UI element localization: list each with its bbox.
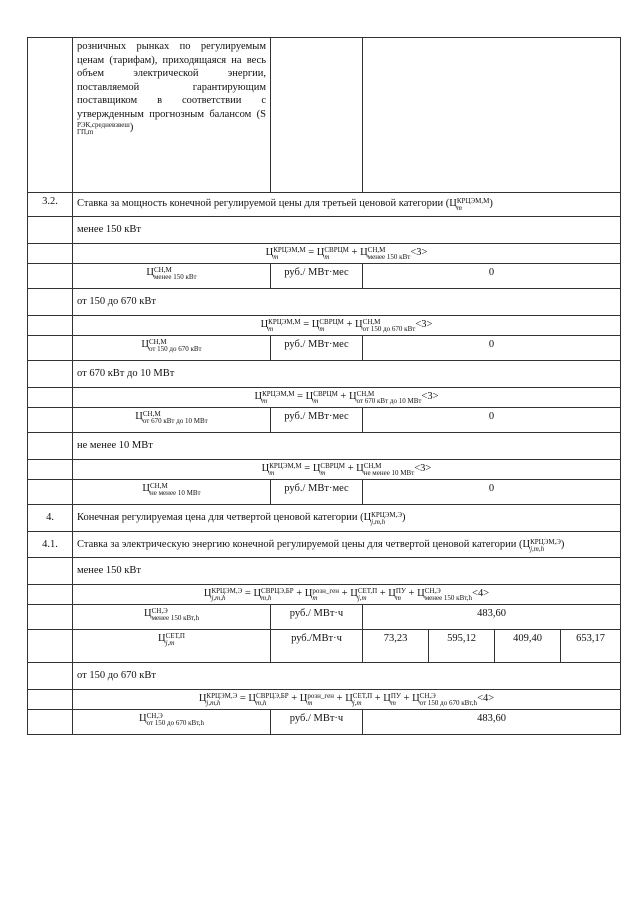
variable-cell: Ц СН,Э от 150 до 670 кВт,h bbox=[73, 710, 271, 735]
value-row bbox=[28, 408, 621, 433]
group-label: от 150 до 670 кВт bbox=[73, 289, 621, 316]
value-cell: 73,23 bbox=[363, 630, 429, 663]
intro-text-cell: розничных рынках по регулируемым ценам (тарифам), приходящаяся на весь объем электрической энергии, поставляемой гарантирующим поставщиком в соответствии с утвержденным прогнозным балансом (S РЭК,средневзвеш ГП,m ) bbox=[73, 38, 271, 193]
group-label: не менее 10 МВт bbox=[73, 433, 621, 460]
value-cell: 0 bbox=[363, 336, 621, 361]
value-cell: 653,17 bbox=[561, 630, 621, 663]
formula: Ц КРЦЭМ,М m = Ц СВРЦМ m + Ц СН,М не менее 10 МВт <3> bbox=[73, 460, 621, 480]
unit-cell: руб./МВт·ч bbox=[271, 630, 363, 663]
value-cell: 0 bbox=[363, 408, 621, 433]
group-label: менее 150 кВт bbox=[73, 558, 621, 585]
value-row bbox=[28, 480, 621, 505]
group-label-row bbox=[28, 663, 621, 690]
unit-cell: руб./ МВт·ч bbox=[271, 710, 363, 735]
value-row bbox=[28, 336, 621, 361]
group-label-row bbox=[28, 217, 621, 244]
intro-text: розничных рынках по регулируемым ценам (тарифам), приходящаяся на весь объем электрической энергии, поставляемой гарантирующим поставщиком в соответствии с утвержденным прогнозным балансом (S bbox=[77, 41, 266, 120]
intro-index: РЭК,средневзвеш ГП,m bbox=[77, 121, 130, 136]
unit-cell: руб./ МВт·мес bbox=[271, 336, 363, 361]
formula: Ц КРЦЭМ,Э j,m,h = Ц СВРЦЭ,БР m,h + Ц розн_ген m + Ц СЕТ,П j,m + Ц ПУ m + Ц СН,Э от 150 до 670 кВт,h <4> bbox=[73, 690, 621, 710]
formula: Ц КРЦЭМ,М m = Ц СВРЦМ m + Ц СН,М от 670 кВт до 10 МВт <3> bbox=[73, 388, 621, 408]
section-title: Ставка за мощность конечной регулируемой цены для третьей ценовой категории (Ц КРЦЭМ,М m ) bbox=[73, 193, 621, 217]
formula: Ц КРЦЭМ,М m = Ц СВРЦМ m + Ц СН,М от 150 до 670 кВт <3> bbox=[73, 316, 621, 336]
variable-cell: Ц СН,М от 670 кВт до 10 МВт bbox=[73, 408, 271, 433]
formula-row bbox=[28, 316, 621, 336]
group-label-row bbox=[28, 361, 621, 388]
section-number: 4.1. bbox=[28, 532, 73, 558]
variable-cell: Ц СН,М от 150 до 670 кВт bbox=[73, 336, 271, 361]
group-label: от 670 кВт до 10 МВт bbox=[73, 361, 621, 388]
formula-row bbox=[28, 460, 621, 480]
formula: Ц КРЦЭМ,Э j,m,h = Ц СВРЦЭ,БР m,h + Ц розн_ген m + Ц СЕТ,П j,m + Ц ПУ m + Ц СН,Э менее 150 кВт,h <4> bbox=[73, 585, 621, 605]
unit-cell: руб./ МВт·мес bbox=[271, 264, 363, 289]
value-row bbox=[28, 605, 621, 630]
formula: Ц КРЦЭМ,М m = Ц СВРЦМ m + Ц СН,М менее 150 кВт <3> bbox=[73, 244, 621, 264]
intro-row bbox=[28, 38, 621, 193]
intro-value-cell bbox=[363, 38, 621, 193]
value-cell: 595,12 bbox=[429, 630, 495, 663]
section-title: Ставка за электрическую энергию конечной регулируемой цены для четвертой ценовой категории (Ц КРЦЭМ,Э j,m,h ) bbox=[73, 532, 621, 558]
section-3-2-groups bbox=[28, 217, 621, 505]
value-cell: 409,40 bbox=[495, 630, 561, 663]
section-3-2-row bbox=[28, 193, 621, 217]
section-number: 3.2. bbox=[28, 193, 73, 217]
document-page bbox=[27, 37, 620, 735]
value-row bbox=[28, 710, 621, 735]
unit-cell: руб./ МВт·мес bbox=[271, 408, 363, 433]
variable-cell: Ц СЕТ,П j,m bbox=[73, 630, 271, 663]
group-label-row bbox=[28, 433, 621, 460]
variable-cell: Ц СН,М менее 150 кВт bbox=[73, 264, 271, 289]
value-cell: 483,60 bbox=[363, 710, 621, 735]
group-label-row bbox=[28, 558, 621, 585]
formula-row bbox=[28, 690, 621, 710]
formula-row bbox=[28, 244, 621, 264]
value-cell: 483,60 bbox=[363, 605, 621, 630]
section-4-row bbox=[28, 505, 621, 532]
group-label: от 150 до 670 кВт bbox=[73, 663, 621, 690]
variable-cell: Ц СН,М не менее 10 МВт bbox=[73, 480, 271, 505]
formula-row bbox=[28, 585, 621, 605]
value-row bbox=[28, 264, 621, 289]
value-cell: 0 bbox=[363, 480, 621, 505]
unit-cell: руб./ МВт·ч bbox=[271, 605, 363, 630]
value-row bbox=[28, 630, 621, 663]
section-4-1-row bbox=[28, 532, 621, 558]
group-label: менее 150 кВт bbox=[73, 217, 621, 244]
variable-cell: Ц СН,Э менее 150 кВт,h bbox=[73, 605, 271, 630]
value-cell: 0 bbox=[363, 264, 621, 289]
section-title: Конечная регулируемая цена для четвертой ценовой категории (Ц КРЦЭМ,Э j,m,h ) bbox=[73, 505, 621, 532]
intro-num-cell bbox=[28, 38, 73, 193]
group-label-row bbox=[28, 289, 621, 316]
formula-row bbox=[28, 388, 621, 408]
section-number: 4. bbox=[28, 505, 73, 532]
intro-unit-cell bbox=[271, 38, 363, 193]
tariff-table bbox=[27, 37, 621, 735]
unit-cell: руб./ МВт·мес bbox=[271, 480, 363, 505]
